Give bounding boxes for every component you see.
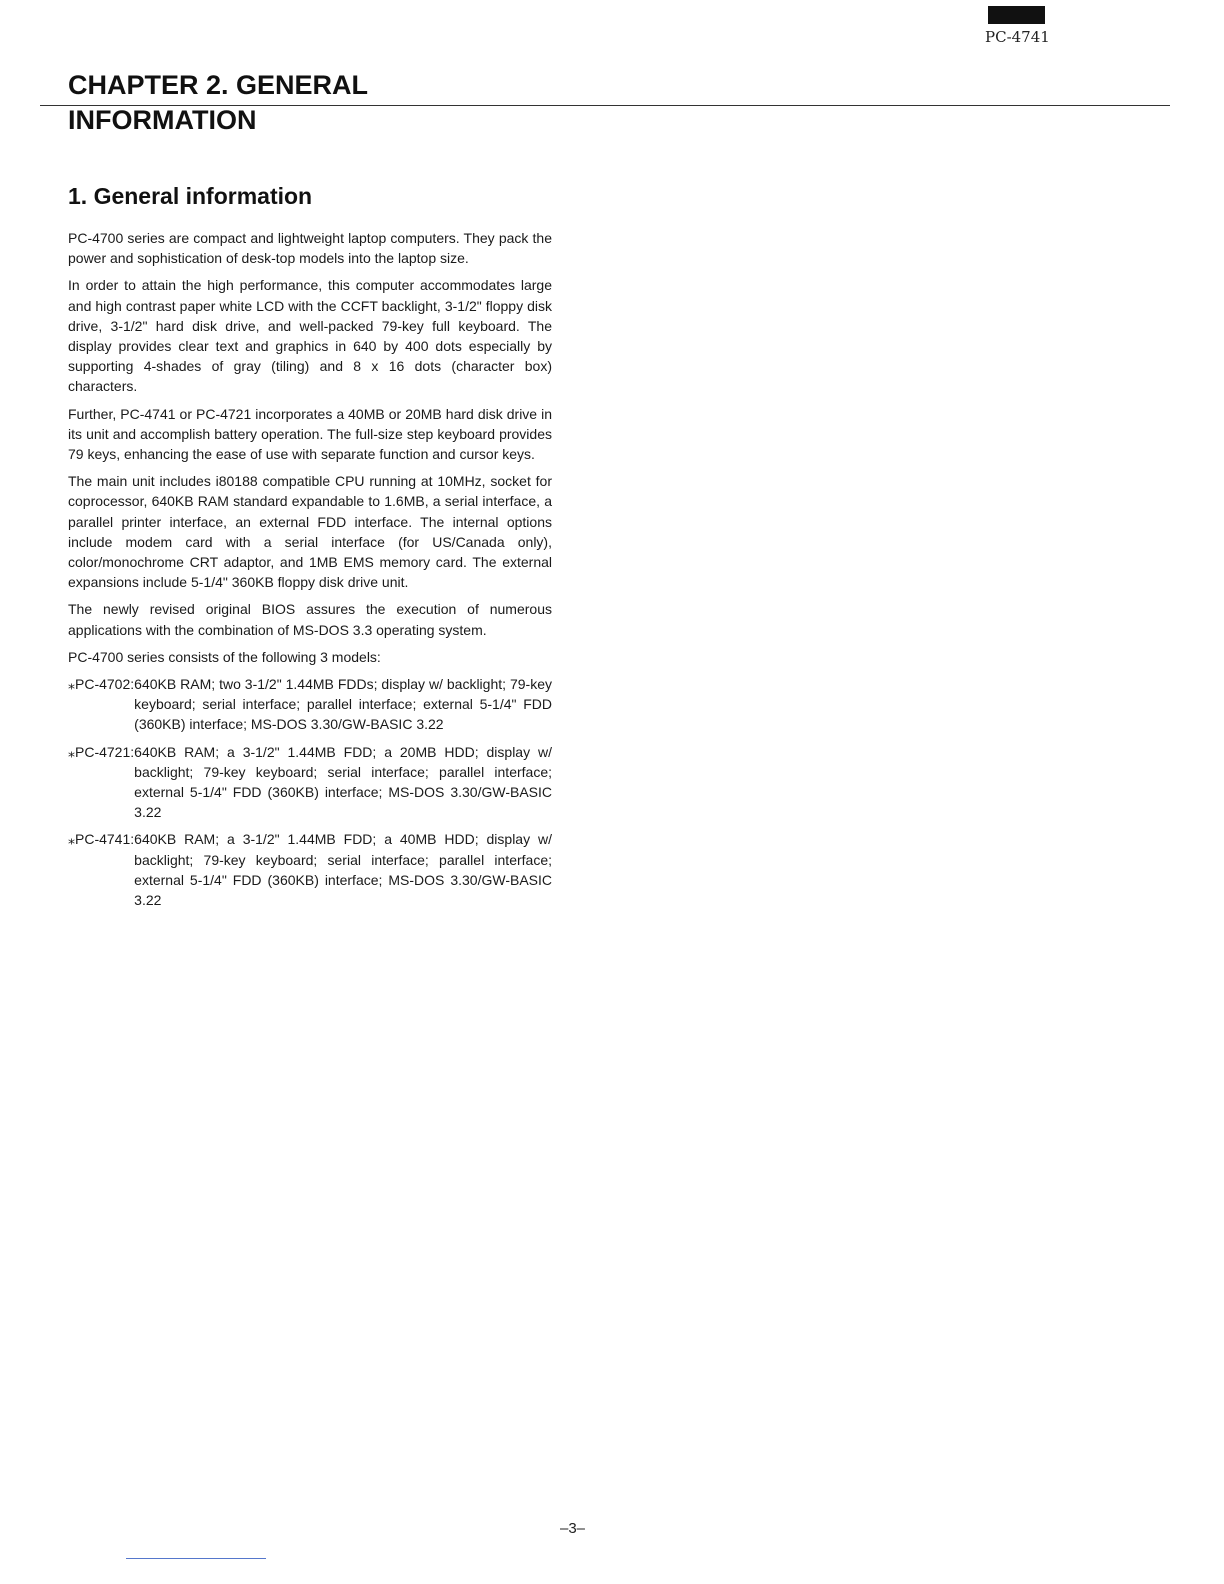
paragraph: PC-4700 series consists of the following 3 models: xyxy=(68,648,381,665)
paragraph: In order to attain the high performance, this computer accommodates large and high contrast paper white LCD with the CCFT backlight, 3-1/2" floppy disk drive, 3-1/2" hard disk drive, and well-packed 79-key full keyboard. The display provides clear text and graphics in 640 by 400 dots especially by supporting 4-shades of gray (tiling) and 8 x 16 dots (character box) characters. xyxy=(68,277,552,395)
chapter-divider xyxy=(40,105,1170,106)
model-label: ⁎PC-4741: xyxy=(68,831,135,848)
header-black-block xyxy=(988,6,1045,24)
paragraph: Further, PC-4741 or PC-4721 incorporates a 40MB or 20MB hard disk drive in its unit and accomplish battery operation. The full-size step keyboard provides 79 keys, enhancing the ease of use with separate function and cursor keys. xyxy=(68,405,552,463)
paragraph: PC-4700 series are compact and lightweight laptop computers. They pack the power and sophistication of desk-top models into the laptop size. xyxy=(68,230,552,267)
model-label: ⁎PC-4721: xyxy=(68,743,135,760)
paragraph: The main unit includes i80188 compatible CPU running at 10MHz, socket for coprocessor, 640KB RAM standard expandable to 1.6MB, a serial interface, a parallel printer interface, an external FDD interface. The internal options include modem card with a serial interface (for US/Canada only), color/monochrome CRT adaptor, and 1MB EMS memory card. The external expansions include 5-1/4" 360KB floppy disk drive unit. xyxy=(68,473,552,591)
model-description: 640KB RAM; a 3-1/2" 1.44MB FDD; a 40MB HDD; display w/ backlight; 79-key keyboard; serial interface; parallel interface; external 5-1/4" FDD (360KB) interface; MS-DOS 3.30/GW-BASIC 3.22 xyxy=(134,831,552,909)
model-label: ⁎PC-4702: xyxy=(68,676,135,693)
model-description: 640KB RAM; two 3-1/2" 1.44MB FDDs; display w/ backlight; 79-key keyboard; serial interface; parallel interface; external 5-1/4" FDD (360KB) interface; MS-DOS 3.30/GW-BASIC 3.22 xyxy=(134,676,552,733)
page-number: –3– xyxy=(560,1520,586,1537)
model-list-item xyxy=(68,674,552,735)
paragraph: The newly revised original BIOS assures the execution of numerous applications with the combination of MS-DOS 3.3 operating system. xyxy=(68,601,552,638)
model-code: PC-4741 xyxy=(985,28,1050,46)
model-list-item xyxy=(68,829,552,910)
chapter-title xyxy=(68,68,368,138)
chapter-title-line-2: INFORMATION xyxy=(68,105,257,135)
body-text-column xyxy=(68,228,552,917)
section-title: 1. General information xyxy=(68,183,313,209)
model-description: 640KB RAM; a 3-1/2" 1.44MB FDD; a 20MB HDD; display w/ backlight; 79-key keyboard; serial interface; parallel interface; external 5-1/4" FDD (360KB) interface; MS-DOS 3.30/GW-BASIC 3.22 xyxy=(134,743,552,821)
footer-divider xyxy=(126,1558,266,1559)
model-list-item xyxy=(68,742,552,823)
chapter-title-line-1: CHAPTER 2. GENERAL xyxy=(68,70,369,100)
